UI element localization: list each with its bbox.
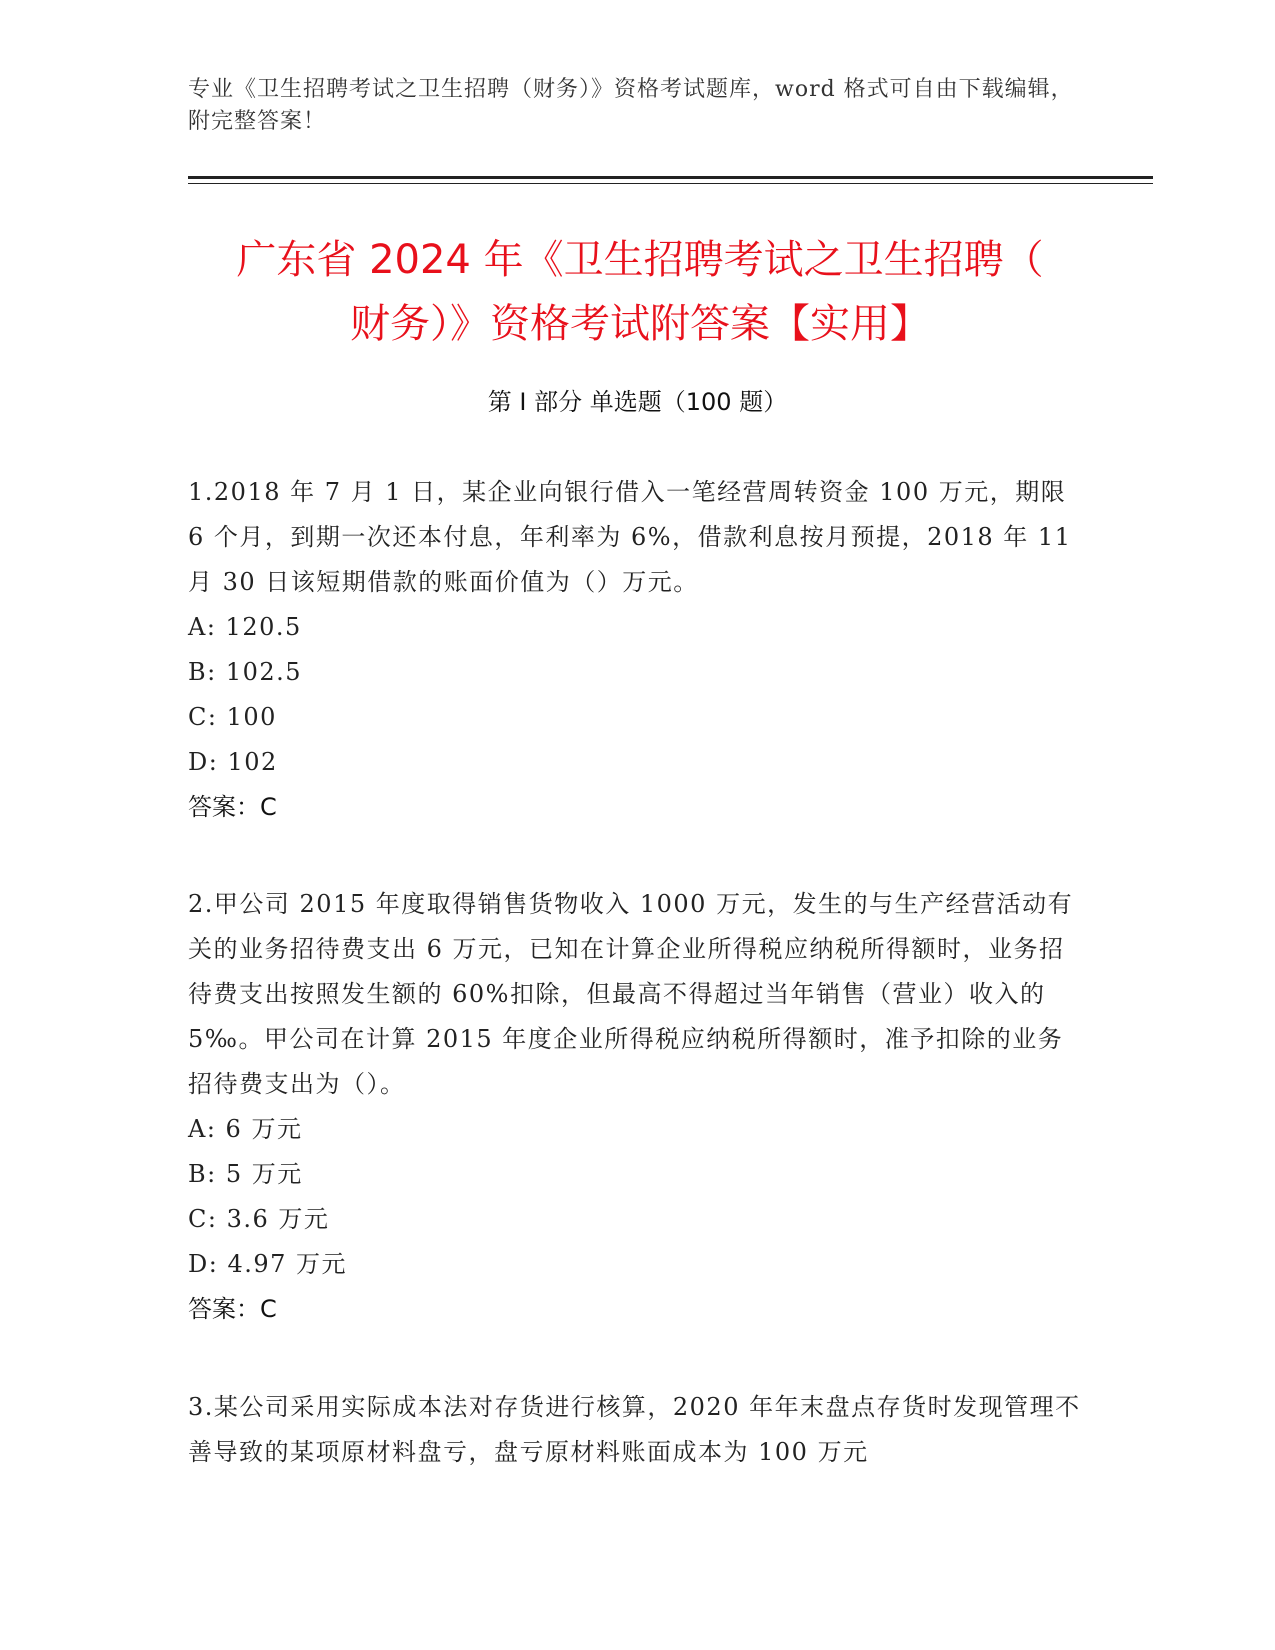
question-stem: 3.某公司采用实际成本法对存货进行核算，2020 年年末盘点存货时发现管理不善导致的某项原材料盘亏，盘亏原材料账面成本为 100 万元 [188, 1393, 1081, 1466]
option-d: D: 4.97 万元 [188, 1250, 348, 1278]
question-2 [188, 882, 1088, 1332]
document-title-line-2: 财务）》资格考试附答案【实用】 [350, 301, 930, 347]
question-1 [188, 470, 1088, 830]
answer: 答案：C [188, 793, 277, 821]
answer: 答案：C [188, 1295, 277, 1323]
option-b: B: 102.5 [188, 658, 303, 686]
question-stem: 2.甲公司 2015 年度取得销售货物收入 1000 万元，发生的与生产经营活动有关的业务招待费支出 6 万元，已知在计算企业所得税应纳税所得额时，业务招待费支出按照发生额的 60%扣除，但最高不得超过当年销售（营业）收入的 5‰。甲公司在计算 2015 年度企业所得税应纳税所得额时，准予扣除的业务招待费支出为（）。 [188, 890, 1074, 1098]
document-title [160, 228, 1120, 356]
header-divider-thin [188, 183, 1153, 184]
header-divider-thick [188, 176, 1153, 179]
option-a: A: 120.5 [188, 613, 302, 641]
header-note: 专业《卫生招聘考试之卫生招聘（财务）》资格考试题库，word 格式可自由下载编辑，附完整答案！ [188, 77, 1074, 134]
question-stem: 1.2018 年 7 月 1 日，某企业向银行借入一笔经营周转资金 100 万元，期限 6 个月，到期一次还本付息，年利率为 6%，借款利息按月预提，2018 年 11 月 30 日该短期借款的账面价值为（）万元。 [188, 478, 1072, 596]
option-c: C: 3.6 万元 [188, 1205, 330, 1233]
option-b: B: 5 万元 [188, 1160, 303, 1188]
option-a: A: 6 万元 [188, 1115, 303, 1143]
section-heading: 第 I 部分 单选题（100 题） [487, 388, 788, 416]
option-c: C: 100 [188, 703, 277, 731]
document-title-line-1: 广东省 2024 年《卫生招聘考试之卫生招聘（ [236, 237, 1044, 283]
option-d: D: 102 [188, 748, 278, 776]
question-3 [188, 1385, 1088, 1475]
